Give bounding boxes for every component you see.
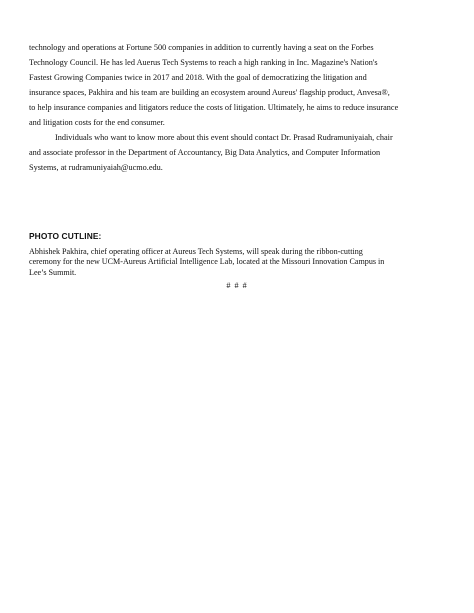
cutline-line: Abhishek Pakhira, chief operating officer at Aureus Tech Systems, will speak during the ribbon-cutting	[29, 247, 363, 256]
body-line: Individuals who want to know more about this event should contact Dr. Prasad Rudramuniyaiah, chair	[55, 133, 393, 143]
body-line: Technology Council. He has led Auerus Tech Systems to reach a high ranking in Inc. Magazine's Nation's	[29, 58, 378, 68]
cutline-line: ceremony for the new UCM-Aureus Artificial Intelligence Lab, located at the Missouri Innovation Campus in	[29, 257, 385, 267]
photo-cutline-heading: PHOTO CUTLINE:	[29, 231, 102, 241]
body-line: and associate professor in the Department of Accountancy, Big Data Analytics, and Computer Information	[29, 148, 381, 158]
body-line: to help insurance companies and litigators reduce the costs of litigation. Ultimately, he aims to reduce insurance	[29, 103, 399, 113]
cutline-line: Lee’s Summit.	[29, 267, 77, 277]
end-mark: # # #	[226, 281, 248, 290]
body-line: Fastest Growing Companies twice in 2017 and 2018. With the goal of democratizing the litigation and	[29, 73, 367, 83]
body-text	[29, 40, 447, 175]
body-line: and litigation costs for the end consumer.	[29, 118, 165, 128]
body-line: technology and operations at Fortune 500 companies in addition to currently having a seat on the Forbes	[29, 43, 374, 52]
body-line: Systems, at rudramuniyaiah@ucmo.edu.	[29, 163, 163, 173]
body-line: insurance spaces, Pakhira and his team are building an ecosystem around Aureus' flagship product, Anvesa®,	[29, 88, 390, 98]
photo-cutline-text	[29, 247, 449, 278]
